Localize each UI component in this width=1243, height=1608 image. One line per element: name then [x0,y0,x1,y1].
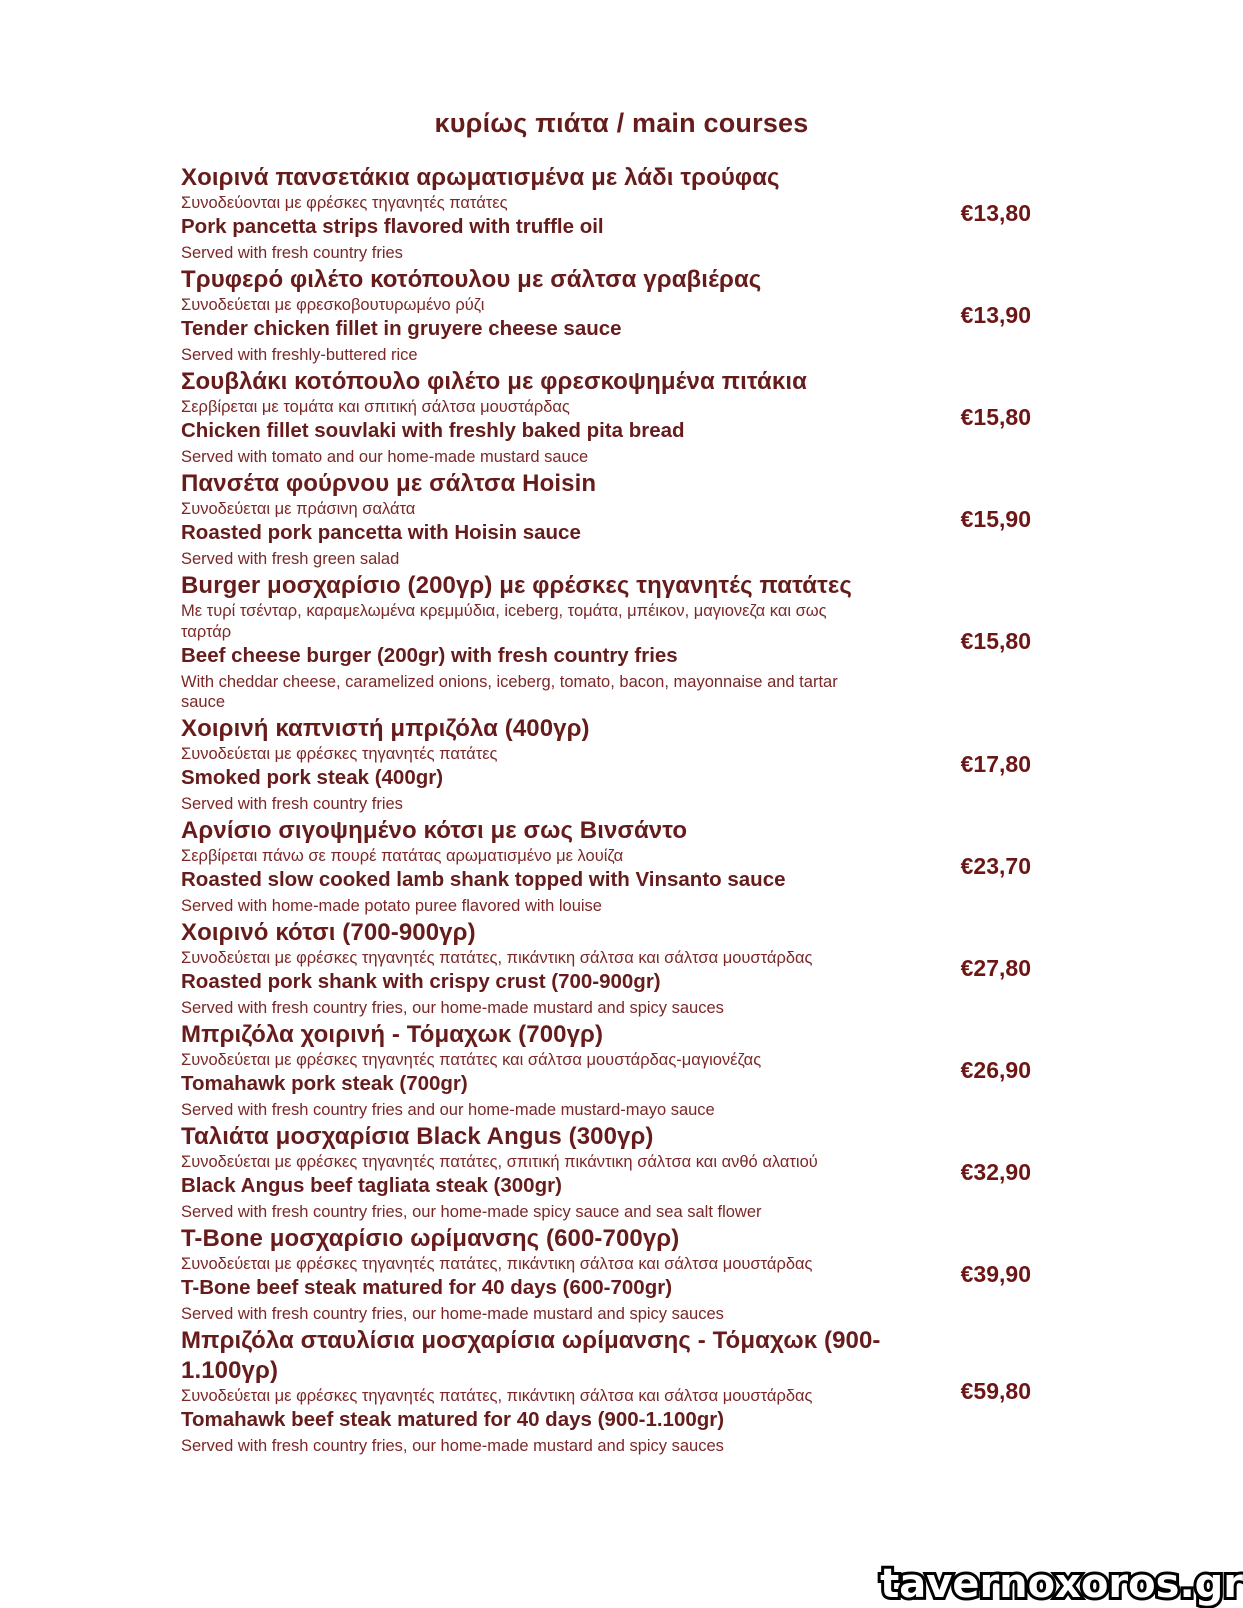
item-price: €27,80 [960,954,1031,981]
item-description-english: Served with fresh green salad [181,550,400,568]
item-price: €26,90 [960,1056,1031,1083]
menu-item-text [181,1224,881,1324]
item-price: €59,80 [960,1377,1031,1404]
menu-items-list [181,163,1031,1458]
item-description-english: Served with home-made potato puree flavored with louise [181,897,602,915]
menu-item [181,1020,1031,1120]
item-name-english: Roasted pork shank with crispy crust (700-900gr) [181,970,661,993]
watermark-logo: tavernoxoros.gr [880,1561,1243,1607]
item-description-english: Served with fresh country fries, our home-made spicy sauce and sea salt flower [181,1203,762,1221]
item-name-greek: T-Bone μοσχαρίσιο ωρίμανσης (600-700γρ) [181,1225,680,1252]
item-price: €23,70 [960,852,1031,879]
item-name-english: Tomahawk pork steak (700gr) [181,1072,468,1095]
menu-item-text [181,367,881,467]
item-name-greek: Σουβλάκι κοτόπουλο φιλέτο με φρεσκοψημένα πιτάκια [181,368,807,395]
menu-item [181,816,1031,916]
menu-item-text [181,816,881,916]
item-name-greek: Μπριζόλα σταυλίσια μοσχαρίσια ωρίμανσης - Τόμαχωκ (900-1.100γρ) [181,1327,881,1384]
item-description-greek: Συνοδεύεται με φρέσκες τηγανητές πατάτες και σάλτσα μουστάρδας-μαγιονέζας [181,1051,762,1069]
menu-item-text [181,1326,881,1456]
item-name-english: Roasted slow cooked lamb shank topped with Vinsanto sauce [181,868,786,891]
item-price: €39,90 [960,1260,1031,1287]
item-name-greek: Μπριζόλα χοιρινή - Τόμαχωκ (700γρ) [181,1021,604,1048]
item-description-english: With cheddar cheese, caramelized onions, iceberg, tomato, bacon, mayonnaise and tartar sauce [181,673,838,711]
item-name-greek: Χοιρινά πανσετάκια αρωματισμένα με λάδι τρούφας [181,164,780,191]
item-name-english: Chicken fillet souvlaki with freshly baked pita bread [181,419,685,442]
menu-item [181,1122,1031,1222]
menu-item-text [181,469,881,569]
item-name-english: Beef cheese burger (200gr) with fresh country fries [181,644,678,667]
item-description-greek: Συνοδεύεται με πράσινη σαλάτα [181,500,416,518]
menu-item-text [181,714,881,814]
menu-item [181,571,1031,712]
item-description-english: Served with tomato and our home-made mustard sauce [181,448,589,466]
menu-item-text [181,571,881,712]
item-description-greek: Συνοδεύεται με φρέσκες τηγανητές πατάτες [181,745,498,763]
item-description-english: Served with freshly-buttered rice [181,346,418,364]
item-description-greek: Συνοδεύονται με φρέσκες τηγανητές πατάτες [181,194,508,212]
item-price: €17,80 [960,750,1031,777]
item-name-greek: Αρνίσιο σιγοψημένο κότσι με σως Βινσάντο [181,817,688,844]
menu-item [181,265,1031,365]
item-description-english: Served with fresh country fries, our home-made mustard and spicy sauces [181,999,724,1017]
menu-item-text [181,1122,881,1222]
item-price: €15,80 [960,403,1031,430]
item-description-greek: Συνοδεύεται με φρέσκες τηγανητές πατάτες, σπιτική πικάντικη σάλτσα και ανθό αλατιού [181,1153,818,1171]
item-description-english: Served with fresh country fries [181,795,403,813]
item-description-greek: Συνοδεύεται με φρέσκες τηγανητές πατάτες, πικάντικη σάλτσα και σάλτσα μουστάρδας [181,1387,813,1405]
item-name-english: Tender chicken fillet in gruyere cheese sauce [181,317,622,340]
menu-item-text [181,265,881,365]
menu-item [181,367,1031,467]
menu-item [181,1326,1031,1456]
item-name-english: Tomahawk beef steak matured for 40 days (900-1.100gr) [181,1408,725,1431]
item-description-greek: Συνοδεύεται με φρέσκες τηγανητές πατάτες, πικάντικη σάλτσα και σάλτσα μουστάρδας [181,949,813,967]
item-name-greek: Χοιρινή καπνιστή μπριζόλα (400γρ) [181,715,590,742]
item-description-greek: Με τυρί τσένταρ, καραμελωμένα κρεμμύδια, iceberg, τομάτα, μπέικον, μαγιονεζα και σως ταρτάρ [181,602,827,641]
menu-item [181,918,1031,1018]
item-price: €32,90 [960,1158,1031,1185]
menu-item [181,163,1031,263]
item-name-greek: Burger μοσχαρίσιο (200γρ) με φρέσκες τηγανητές πατάτες [181,572,852,599]
item-description-english: Served with fresh country fries, our home-made mustard and spicy sauces [181,1305,724,1323]
menu-item [181,714,1031,814]
item-name-english: Pork pancetta strips flavored with truffle oil [181,215,604,238]
item-price: €13,80 [960,199,1031,226]
item-name-greek: Ταλιάτα μοσχαρίσια Black Angus (300γρ) [181,1123,654,1150]
item-price: €15,80 [960,628,1031,654]
item-name-greek: Τρυφερό φιλέτο κοτόπουλου με σάλτσα γραβιέρας [181,266,762,293]
item-name-english: Black Angus beef tagliata steak (300gr) [181,1174,562,1197]
menu-item [181,469,1031,569]
item-description-greek: Συνοδεύεται με φρεσκοβουτυρωμένο ρύζι [181,296,485,314]
item-price: €15,90 [960,505,1031,532]
item-description-english: Served with fresh country fries, our home-made mustard and spicy sauces [181,1437,724,1455]
menu-item-text [181,918,881,1018]
item-description-greek: Σερβίρεται με τομάτα και σπιτική σάλτσα μουστάρδας [181,398,570,416]
item-name-greek: Πανσέτα φούρνου με σάλτσα Hoisin [181,470,597,497]
item-name-greek: Χοιρινό κότσι (700-900γρ) [181,919,476,946]
menu-item-text [181,163,881,263]
item-description-english: Served with fresh country fries [181,244,403,262]
menu-item [181,1224,1031,1324]
page-title: κυρίως πιάτα / main courses [434,108,809,138]
item-name-english: T-Bone beef steak matured for 40 days (600-700gr) [181,1276,673,1299]
item-name-english: Roasted pork pancetta with Hoisin sauce [181,521,581,544]
item-name-english: Smoked pork steak (400gr) [181,766,444,789]
item-description-greek: Συνοδεύεται με φρέσκες τηγανητές πατάτες, πικάντικη σάλτσα και σάλτσα μουστάρδας [181,1255,813,1273]
item-description-greek: Σερβίρεται πάνω σε πουρέ πατάτας αρωματισμένο με λουίζα [181,847,624,865]
item-price: €13,90 [960,301,1031,328]
item-description-english: Served with fresh country fries and our home-made mustard-mayo sauce [181,1101,715,1119]
menu-item-text [181,1020,881,1120]
